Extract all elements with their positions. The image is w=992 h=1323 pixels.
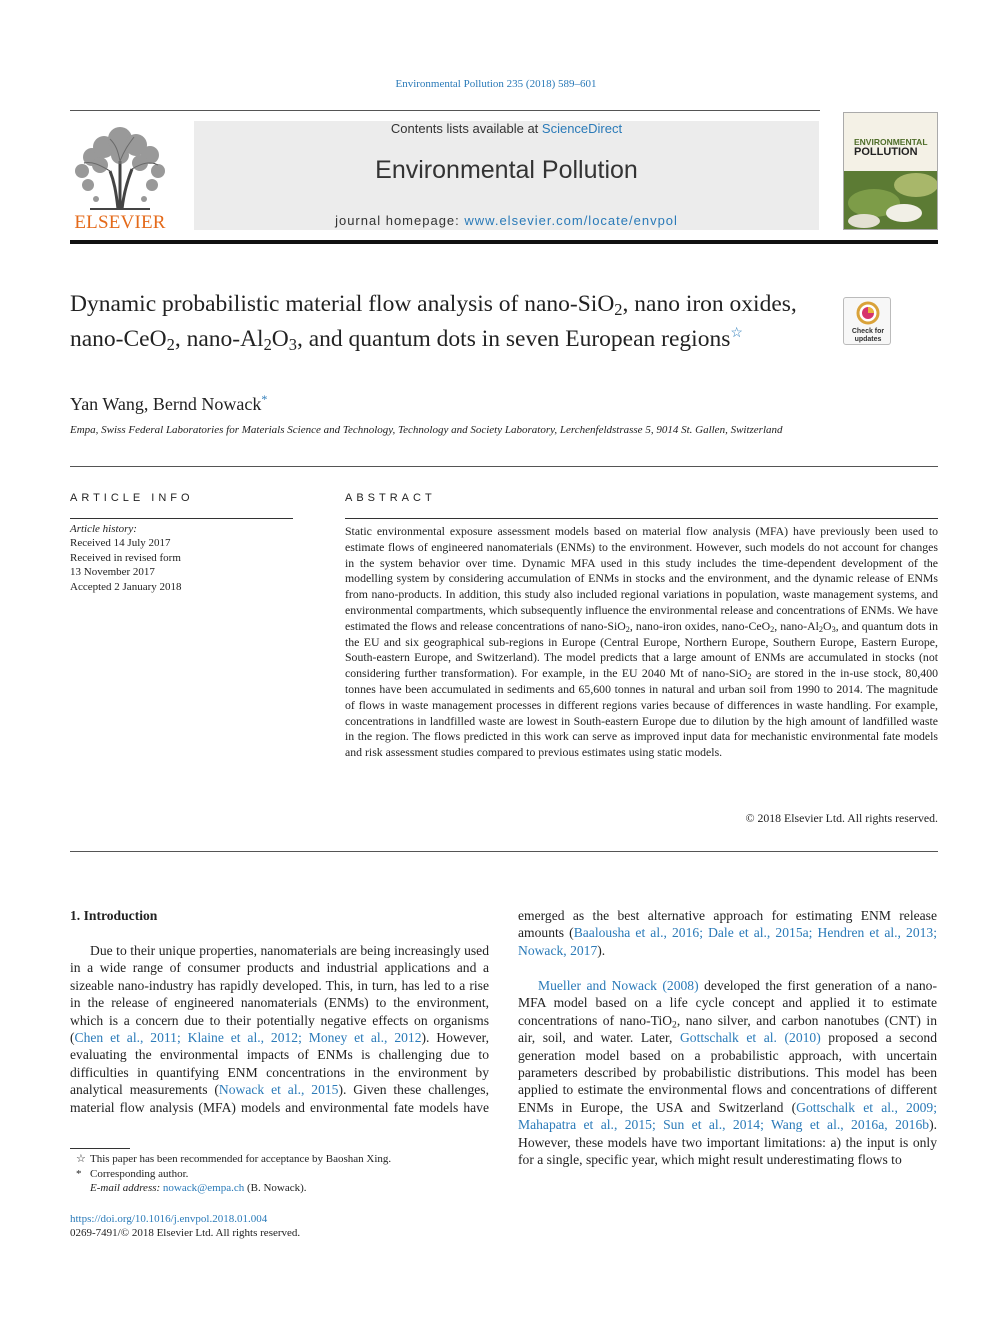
abstract-heading: ABSTRACT bbox=[345, 492, 436, 504]
citation-link[interactable]: Gottschalk et al. (2010) bbox=[679, 1030, 821, 1046]
citation-link[interactable]: Mueller and Nowack (2008) bbox=[538, 978, 699, 993]
abstract-end-rule bbox=[70, 851, 938, 852]
received-date: Received 14 July 2017 bbox=[70, 537, 171, 550]
check-for-updates-label-2: updates bbox=[854, 336, 882, 343]
abstract-text: Static environmental exposure assessment models based on material flow analysis (MFA) have previously been used to estimate flows of engineered nanomaterials (ENMs) to the environment. However, such models do not account for changes in the system behavior over time. Dynamic MFA used in this study includes the time-dependent development of the modelling system by considering accumulation of ENMs in stocks and the environment, and the dynamic release of ENMs from nano-products. In addition, this study also included regional variations in population, waste management systems, and environmental compartments, which subsequently influence the environmental release and concentrations of ENMs. We have estimated the flows and release concentrations of nano-SiO$_2$, nano-iron oxides, nano-CeO$_2$, nano-$Al_2O_3$, and quantum dots in the EU and six geographical sub-regions in Europe (Central Europe, Northern Europe, Southern Europe, Eastern Europe, South-eastern Europe, and Switzerland). The model predicts that a large amount of ENMs are accumulated in stocks (not considering further transformation). For example, in the EU 2040 Mt of nano-SiO$_2$ are stored in the in-use stock, 80,400 tonnes have been accumulated in sediments and 65,600 tonnes in natural and urban soil from 1990 to 2014. The magnitude of flows in waste management processes in different regions varies because of differences in waste handling. For example, concentrations in landfilled waste are lowest in South-eastern Europe due to dilution by the high amount of landfilled waste in the region. The flows predicted in this work can serve as improved input data for mechanistic environmental fate models and risk assessment studies compared to previous estimates using static models. bbox=[345, 524, 938, 760]
abstract-copyright: © 2018 Elsevier Ltd. All rights reserved. bbox=[745, 811, 938, 825]
affiliation-rule bbox=[70, 466, 938, 467]
journal-name: Environmental Pollution bbox=[375, 156, 638, 184]
journal-reference[interactable]: Environmental Pollution 235 (2018) 589–601 bbox=[395, 78, 597, 90]
journal-cover-image[interactable] bbox=[843, 112, 938, 230]
footnote-corresponding: * Corresponding author. bbox=[76, 1167, 189, 1180]
accepted-date: Accepted 2 January 2018 bbox=[70, 580, 182, 593]
abstract-rule bbox=[345, 518, 938, 519]
journal-homepage-link[interactable]: www.elsevier.com/locate/envpol bbox=[464, 213, 678, 228]
footnotes bbox=[70, 1152, 391, 1196]
footnote-asterisk-mark: * bbox=[76, 1167, 82, 1180]
revised-label: Received in revised form bbox=[70, 551, 181, 564]
journal-homepage-line: journal homepage: www.elsevier.com/locate/envpol bbox=[335, 213, 678, 228]
check-for-updates-label-1: Check for bbox=[851, 328, 885, 335]
author-list: Yan Wang, Bernd Nowack* bbox=[70, 392, 268, 414]
intro-right-column bbox=[518, 907, 937, 1168]
footnote-star-mark: ☆ bbox=[76, 1153, 86, 1165]
citation-link[interactable]: Nowack et al., 2015 bbox=[218, 1082, 339, 1098]
footnote-rule bbox=[70, 1148, 130, 1149]
check-for-updates-icon bbox=[844, 298, 892, 346]
citation-link[interactable]: Baalousha et al., 2016; Dale et al., 2015a; Hendren et al., 2013; Nowack, 2017 bbox=[518, 925, 937, 958]
article-history bbox=[70, 522, 182, 594]
article-history-label: Article history: bbox=[70, 523, 137, 535]
corresponding-author-mark[interactable]: * bbox=[261, 392, 268, 406]
article-info-heading: ARTICLE INFO bbox=[70, 492, 194, 504]
doi-link[interactable]: https://doi.org/10.1016/j.envpol.2018.01.004 bbox=[70, 1213, 268, 1225]
sciencedirect-link[interactable]: ScienceDirect bbox=[541, 121, 623, 136]
author-affiliation: Empa, Swiss Federal Laboratories for Materials Science and Technology, Technology and Society Laboratory, Lerchenfeldstrasse 5, 9014 St. Gallen, Switzerland bbox=[70, 424, 783, 436]
check-for-updates-button[interactable] bbox=[843, 297, 891, 345]
article-title: Dynamic probabilistic material flow analysis of nano-SiO$_2$, nano iron oxides, nano-CeO$_2$, nano-$Al_2O_3$, and quantum dots in seven European regions☆ bbox=[70, 291, 797, 354]
cover-art-icon bbox=[844, 113, 938, 230]
footnote-recommendation: ☆ This paper has been recommended for acceptance by Baoshan Xing. bbox=[76, 1153, 392, 1165]
intro-paragraph-1-continued: emerged as the best alternative approach for estimating ENM release amounts (Baalousha et al., 2016; Dale et al., 2015a; Hendren et al., 2013; Nowack, 2017). bbox=[518, 908, 937, 958]
revised-date: 13 November 2017 bbox=[70, 566, 155, 579]
doi-line bbox=[70, 1212, 267, 1227]
title-footnote-mark[interactable]: ☆ bbox=[730, 326, 743, 341]
intro-paragraph-1-left: Due to their unique properties, nanomaterials are being increasingly used in a wide range of consumer products and industrial applications and a sizeable nano-industry has rapidly developed. This, in turn, has led to a rise in the release of engineered nanomaterials (ENMs) to the environment, which is a concern due to their potentially negative effects on organisms (Chen et al., 2011; Klaine et al., 2012; Money et al., 2012). However, evaluating the environmental impacts of ENMs is challenging due to difficulties in quantifying ENM concentrations in the environment by analytical measurements (Nowack et al., 2015). Given these challenges, material flow analysis (MFA) models and environmental fate models have bbox=[70, 943, 489, 1115]
contents-line: Contents lists available at ScienceDirect bbox=[390, 121, 623, 136]
cover-title-2: POLLUTION bbox=[854, 146, 918, 158]
footnote-email: E-mail address: nowack@empa.ch (B. Nowack). bbox=[90, 1182, 307, 1195]
header-top-rule bbox=[70, 110, 820, 111]
cover-title-1: ENVIRONMENTAL bbox=[854, 137, 928, 147]
author-email-link[interactable]: nowack@empa.ch bbox=[162, 1182, 245, 1195]
issn-copyright-line: 0269-7491/© 2018 Elsevier Ltd. All rights reserved. bbox=[70, 1227, 301, 1239]
header-thick-rule bbox=[70, 240, 938, 244]
introduction-heading: 1. Introduction bbox=[70, 908, 158, 923]
citation-link[interactable]: Chen et al., 2011; Klaine et al., 2012; Money et al., 2012 bbox=[74, 1030, 422, 1046]
citation-link[interactable]: Gottschalk et al., 2009; Mahapatra et al., 2015; Sun et al., 2014; Wang et al., 2016a, 2016b bbox=[518, 1099, 937, 1133]
elsevier-wordmark: ELSEVIER bbox=[74, 212, 166, 233]
article-info-rule bbox=[70, 518, 293, 519]
intro-paragraph-2: Mueller and Nowack (2008) developed the first generation of a nano-MFA model based on a life cycle concept and applied it to estimate concentrations of nano-TiO$_2$, nano silver, and carbon nanotubes (CNT) in air, soil, and water. Later, Gottschalk et al. (2010) proposed a second generation model based on a probabilistic approach, with uncertain parameters described by probabilistic distributions. This model has been applied to estimate the environmental flows and concentrations of different ENMs in Europe, the USA and Switzerland (Gottschalk et al., 2009; Mahapatra et al., 2015; Sun et al., 2014; Wang et al., 2016a, 2016b). However, these models have two important limitations: a) the input is only for a single, specific year, which might result underestimating flows to bbox=[518, 978, 938, 1168]
